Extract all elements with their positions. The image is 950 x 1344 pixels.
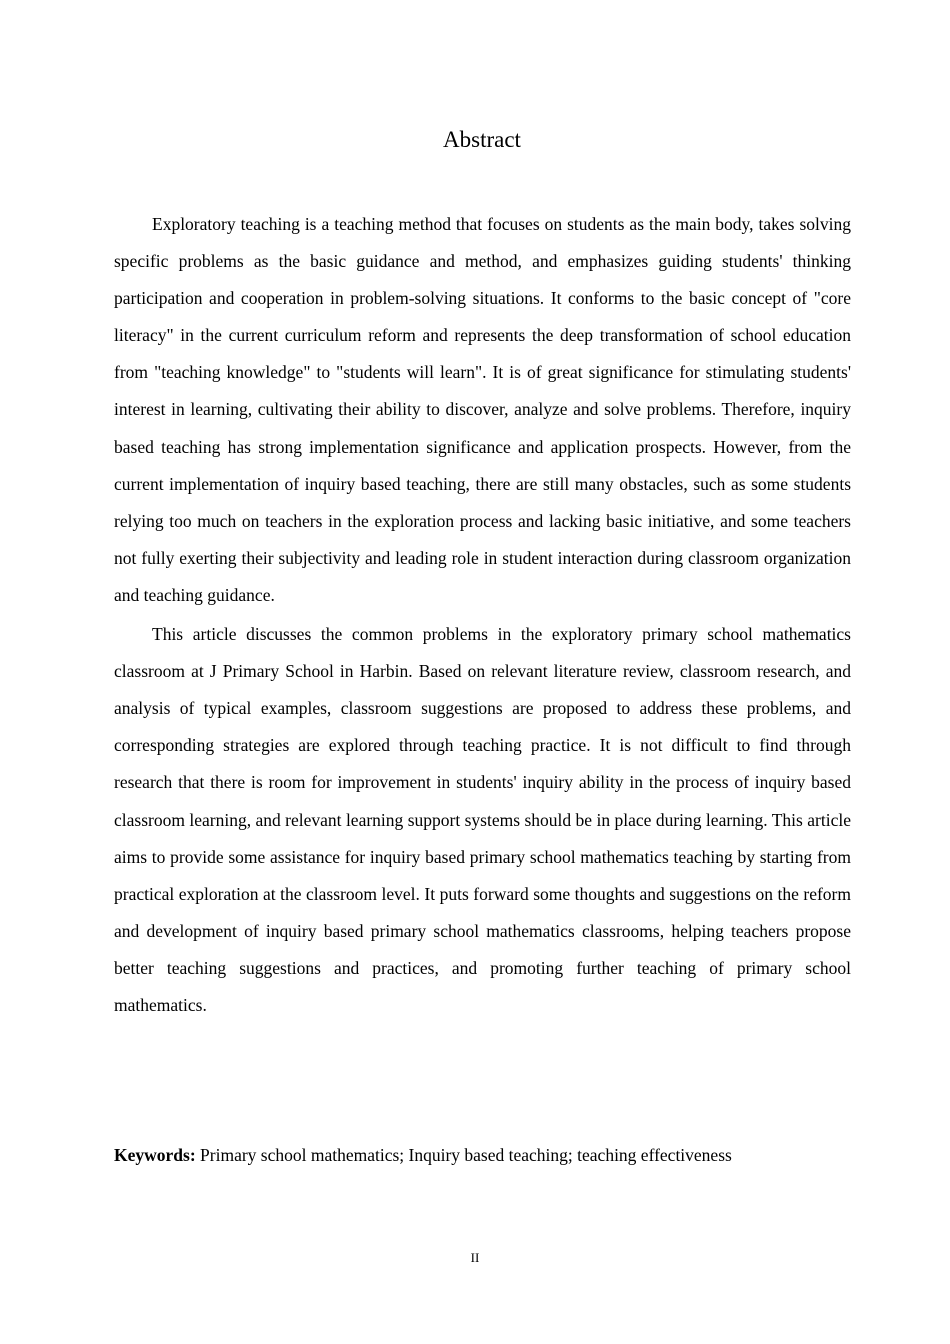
abstract-paragraph-1: Exploratory teaching is a teaching method that focuses on students as the main body, takes solving specific problems as the basic guidance and method, and emphasizes guiding students' thinking participation and cooperation in problem-solving situations. It conforms to the basic concept of "core literacy" in the current curriculum reform and represents the deep transformation of school education from "teaching knowledge" to "students will learn". It is of great significance for stimulating students' interest in learning, cultivating their ability to discover, analyze and solve problems. Therefore, inquiry based teaching has strong implementation significance and application prospects. However, from the current implementation of inquiry based teaching, there are still many obstacles, such as some students relying too much on teachers in the exploration process and lacking basic initiative, and some teachers not fully exerting their subjectivity and leading role in student interaction during classroom organization and teaching guidance.	[114, 214, 851, 605]
page-title: Abstract	[443, 127, 521, 152]
keywords-label: Keywords:	[114, 1145, 196, 1165]
keywords-text: Primary school mathematics; Inquiry based teaching; teaching effectiveness	[195, 1145, 732, 1165]
abstract-body	[114, 206, 851, 1024]
page-number: II	[470, 1250, 480, 1265]
abstract-paragraph-2: This article discusses the common problems in the exploratory primary school mathematics classroom at J Primary School in Harbin. Based on relevant literature review, classroom research, and analysis of typical examples, classroom suggestions are proposed to address these problems, and corresponding strategies are explored through teaching practice. It is not difficult to find through research that there is room for improvement in students' inquiry ability in the process of inquiry based classroom learning, and relevant learning support systems should be in place during learning. This article aims to provide some assistance for inquiry based primary school mathematics teaching by starting from practical exploration at the classroom level. It puts forward some thoughts and suggestions on the reform and development of inquiry based primary school mathematics classrooms, helping teachers propose better teaching suggestions and practices, and promoting further teaching of primary school mathematics.	[114, 624, 851, 1015]
keywords-line	[114, 1142, 851, 1168]
